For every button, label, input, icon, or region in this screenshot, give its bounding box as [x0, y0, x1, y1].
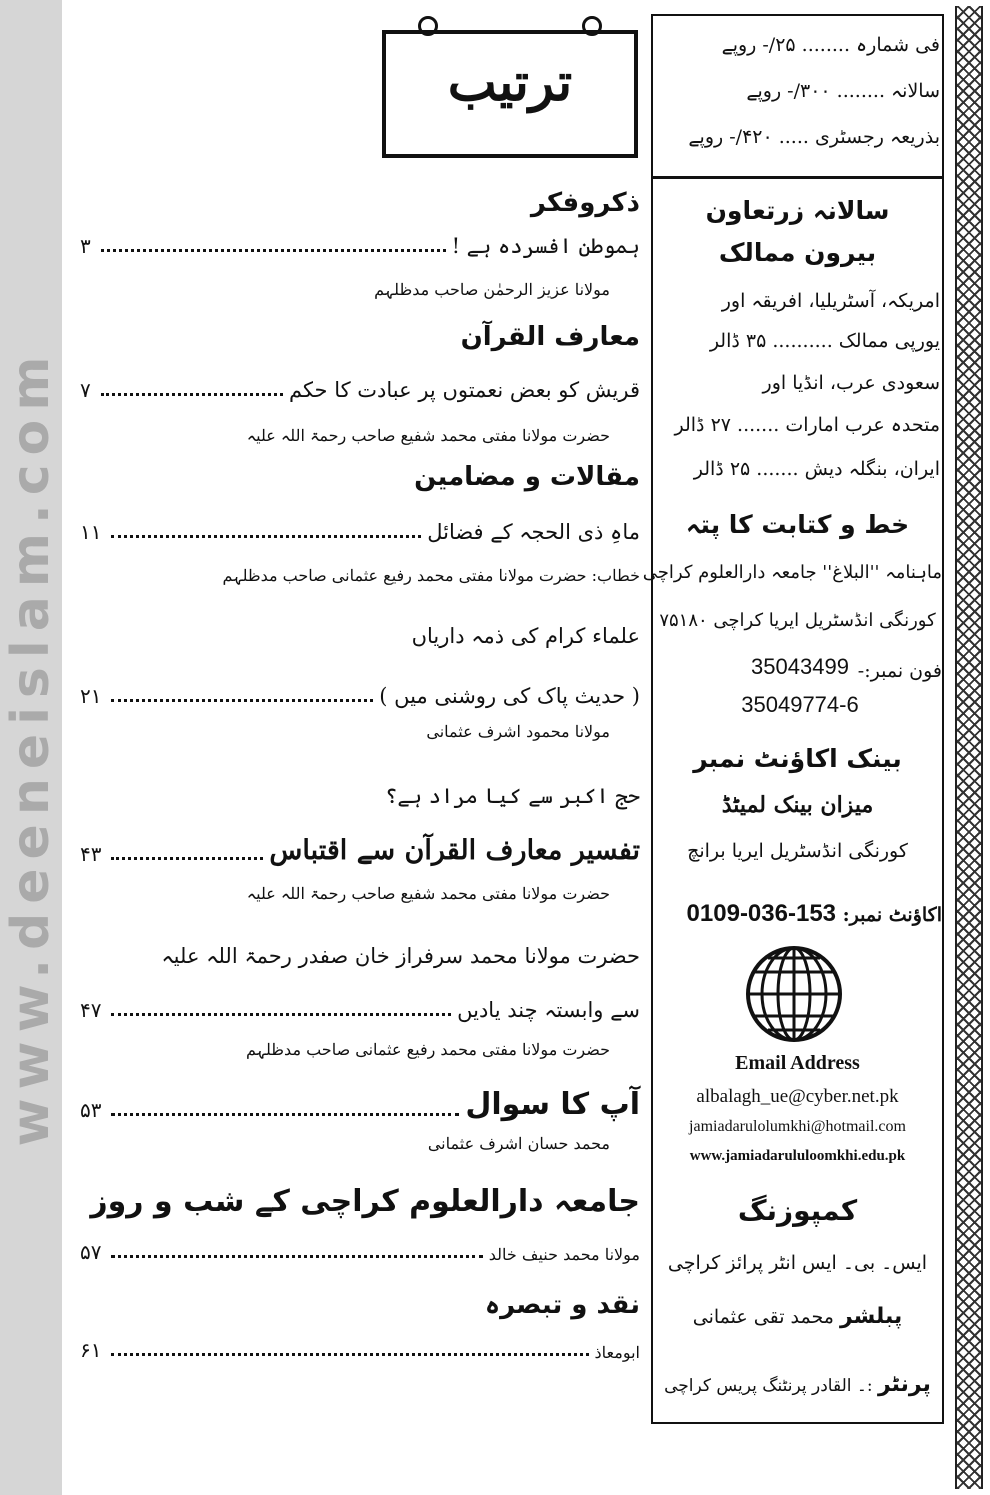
toc-entry-author: حضرت مولانا مفتی محمد رفیع عثمانی صاحب مدظلہم [245, 1040, 610, 1059]
toc-entry-title-line1: علماء کرام کی ذمہ داریاں [411, 624, 640, 648]
email-address[interactable]: albalagh_ue@cyber.net.pk [696, 1086, 899, 1107]
printer-value: :۔ القادر پرنٹنگ پریس کراچی [664, 1376, 873, 1396]
annual-heading: سالانہ زرتعاون [705, 196, 890, 225]
rate-label: ایران، بنگلہ دیش [804, 458, 940, 480]
toc-entry[interactable] [80, 1232, 640, 1264]
website-link[interactable]: www.jamiadarululoomkhi.edu.pk [689, 1148, 906, 1164]
price-row-annual: سالانہ ........ ۳۰۰/- روپے [746, 80, 940, 102]
toc-entry-author: حضرت مولانا مفتی محمد شفیع صاحب رحمۃ اللہ علیہ [246, 426, 610, 445]
watermark-strip [0, 0, 62, 1495]
email-address[interactable]: jamiadarulolumkhi@hotmail.com [689, 1118, 906, 1135]
rate-value: ۲۵ ڈالر [693, 458, 751, 480]
toc-leader-dots [111, 699, 373, 702]
price-value: ۳۰۰/- روپے [746, 80, 831, 102]
globe-icon [744, 944, 844, 1044]
toc-entry-title: مولانا محمد حنیف خالد [488, 1245, 640, 1264]
price-row-per-issue: فی شمارہ ........ ۲۵/- روپے [721, 34, 940, 56]
price-label: فی شمارہ [856, 34, 940, 56]
email-label: Email Address [735, 1052, 860, 1074]
publisher-row [653, 1304, 942, 1329]
price-row-registered: بذریعہ رجسٹری ..... ۴۲۰/- روپے [688, 126, 940, 148]
info-separator [651, 176, 944, 179]
printer-row [653, 1372, 942, 1397]
publisher-value: محمد تقی عثمانی [692, 1306, 834, 1328]
rate-label: متحدہ عرب امارات [785, 414, 940, 436]
ornamental-border [955, 6, 983, 1489]
toc-leader-dots [111, 1255, 482, 1258]
toc-entry[interactable] [80, 370, 640, 402]
toc-leader-dots [101, 249, 446, 252]
address-heading: خط و کتابت کا پتہ [685, 510, 910, 539]
toc-entry-author: حضرت مولانا مفتی محمد شفیع صاحب رحمۃ اللہ علیہ [246, 884, 610, 903]
bank-name: میزان بینک لمیٹڈ [721, 792, 874, 818]
rate-value: ۳۵ ڈالر [709, 330, 767, 352]
section-heading-naqd-o-tabsira: نقد و تبصرہ [484, 1290, 640, 1320]
toc-entry[interactable] [80, 1330, 640, 1362]
foreign-heading: بیرون ممالک [718, 238, 877, 267]
toc-entry[interactable] [80, 512, 640, 544]
price-label: بذریعہ رجسٹری [814, 126, 940, 148]
toc-entry-author: مولانا عزیز الرحمٰن صاحب مدظلہم [374, 280, 610, 299]
foreign-rate-row: یورپی ممالک .......... ۳۵ ڈالر [709, 330, 940, 352]
rate-value: ۲۷ ڈالر [674, 414, 731, 436]
toc-leader-dots [111, 535, 421, 538]
toc-entry-title: تفسیر معارف القرآن سے اقتباس [269, 835, 640, 866]
toc-entry-title: سے وابستہ چند یادیں [457, 998, 640, 1022]
toc-entry-page: ۵۳ [80, 1098, 102, 1122]
toc-leader-dots [101, 393, 283, 396]
account-label: اکاؤنٹ نمبر: [842, 904, 942, 926]
address-line: ماہنامہ ''البلاغ'' جامعہ دارالعلوم کراچی [642, 562, 942, 583]
toc-entry-title: قریش کو بعض نعمتوں پر عبادت کا حکم [288, 378, 640, 402]
toc-entry-title-line1: حضرت مولانا محمد سرفراز خان صفدر رحمۃ اللہ علیہ [161, 944, 640, 968]
account-row [653, 900, 942, 928]
toc-entry-page: ۷ [80, 378, 91, 402]
toc-leader-dots [111, 857, 263, 860]
page-title: ترتیب [447, 52, 573, 113]
composing-heading: کمپوزنگ [737, 1194, 858, 1227]
foreign-rate-row: ایران، بنگلہ دیش ....... ۲۵ ڈالر [693, 458, 940, 480]
phone-number[interactable]: 35043499 [751, 654, 849, 679]
section-heading-zikr-o-fikr: ذکروفکر [530, 188, 640, 218]
section-heading-shab-o-roz: جامعہ دارالعلوم کراچی کے شب و روز [90, 1184, 640, 1219]
toc-entry-title: ( حدیث پاک کی روشنی میں ) [379, 684, 640, 708]
toc-entry-author: مولانا محمود اشرف عثمانی [426, 722, 610, 741]
toc-entry[interactable] [80, 990, 640, 1022]
foreign-rate-row: سعودی عرب، انڈیا اور [762, 372, 940, 394]
composing-value: ایس۔ بی۔ ایس انٹر پرائز کراچی [667, 1252, 928, 1274]
bank-heading: بینک اکاؤنٹ نمبر [693, 744, 902, 773]
publisher-label: پبلشر [839, 1304, 903, 1329]
toc-entry[interactable] [80, 1087, 640, 1122]
toc-entry-page: ۱۱ [80, 520, 102, 544]
price-label: سالانہ [891, 80, 940, 102]
toc-entry-page: ۲۱ [80, 684, 102, 708]
bank-branch: کورنگی انڈسٹریل ایریا برانچ [687, 840, 908, 862]
foreign-rate-row: متحدہ عرب امارات ....... ۲۷ ڈالر [674, 414, 940, 436]
toc-entry-page: ۳ [80, 234, 91, 258]
toc-leader-dots [111, 1113, 459, 1116]
toc-entry-author: محمد حسان اشرف عثمانی [427, 1134, 610, 1153]
toc-entry-page: ۵۷ [80, 1240, 102, 1264]
phone-number[interactable]: 35049774-6 [741, 692, 859, 717]
toc-entry[interactable] [80, 676, 640, 708]
printer-label: پرنٹر [878, 1372, 931, 1397]
foreign-rate-row: امریکہ، آسٹریلیا، افریقہ اور [721, 290, 940, 312]
toc-entry-author: خطاب: حضرت مولانا مفتی محمد رفیع عثمانی صاحب مدظلہم [222, 566, 640, 585]
toc-entry-title: ہموطن افسردہ ہے ! [451, 234, 640, 258]
section-heading-maqalat: مقالات و مضامین [414, 462, 640, 492]
phone-label: فون نمبر:- [857, 660, 942, 682]
rate-label: یورپی ممالک [838, 330, 940, 352]
watermark-text: www.deeneislam.com [1, 347, 61, 1147]
price-value: ۴۲۰/- روپے [688, 126, 773, 148]
section-heading-maarif-ul-quran: معارف القرآن [460, 322, 640, 352]
toc-entry-title-line1: حج اکبر سے کیا مراد ہے؟ [385, 784, 640, 808]
toc-entry-page: ۶۱ [80, 1338, 102, 1362]
toc-leader-dots [111, 1013, 451, 1016]
toc-entry[interactable] [80, 226, 640, 258]
toc-entry-page: ۴۳ [80, 842, 102, 866]
price-value: ۲۵/- روپے [721, 34, 796, 56]
toc-entry[interactable] [80, 834, 640, 866]
toc-leader-dots [111, 1353, 588, 1356]
toc-entry-title: ماہِ ذی الحجہ کے فضائل [427, 520, 640, 544]
address-line: کورنگی انڈسٹریل ایریا کراچی ۷۵۱۸۰ [659, 610, 936, 631]
account-number[interactable]: 0109-036-153 [686, 900, 837, 927]
toc-entry-page: ۴۷ [80, 998, 102, 1022]
toc-entry-title: ابومعاذ [594, 1343, 640, 1362]
section-heading-aap-ka-sawal: آپ کا سوال [465, 1087, 640, 1122]
